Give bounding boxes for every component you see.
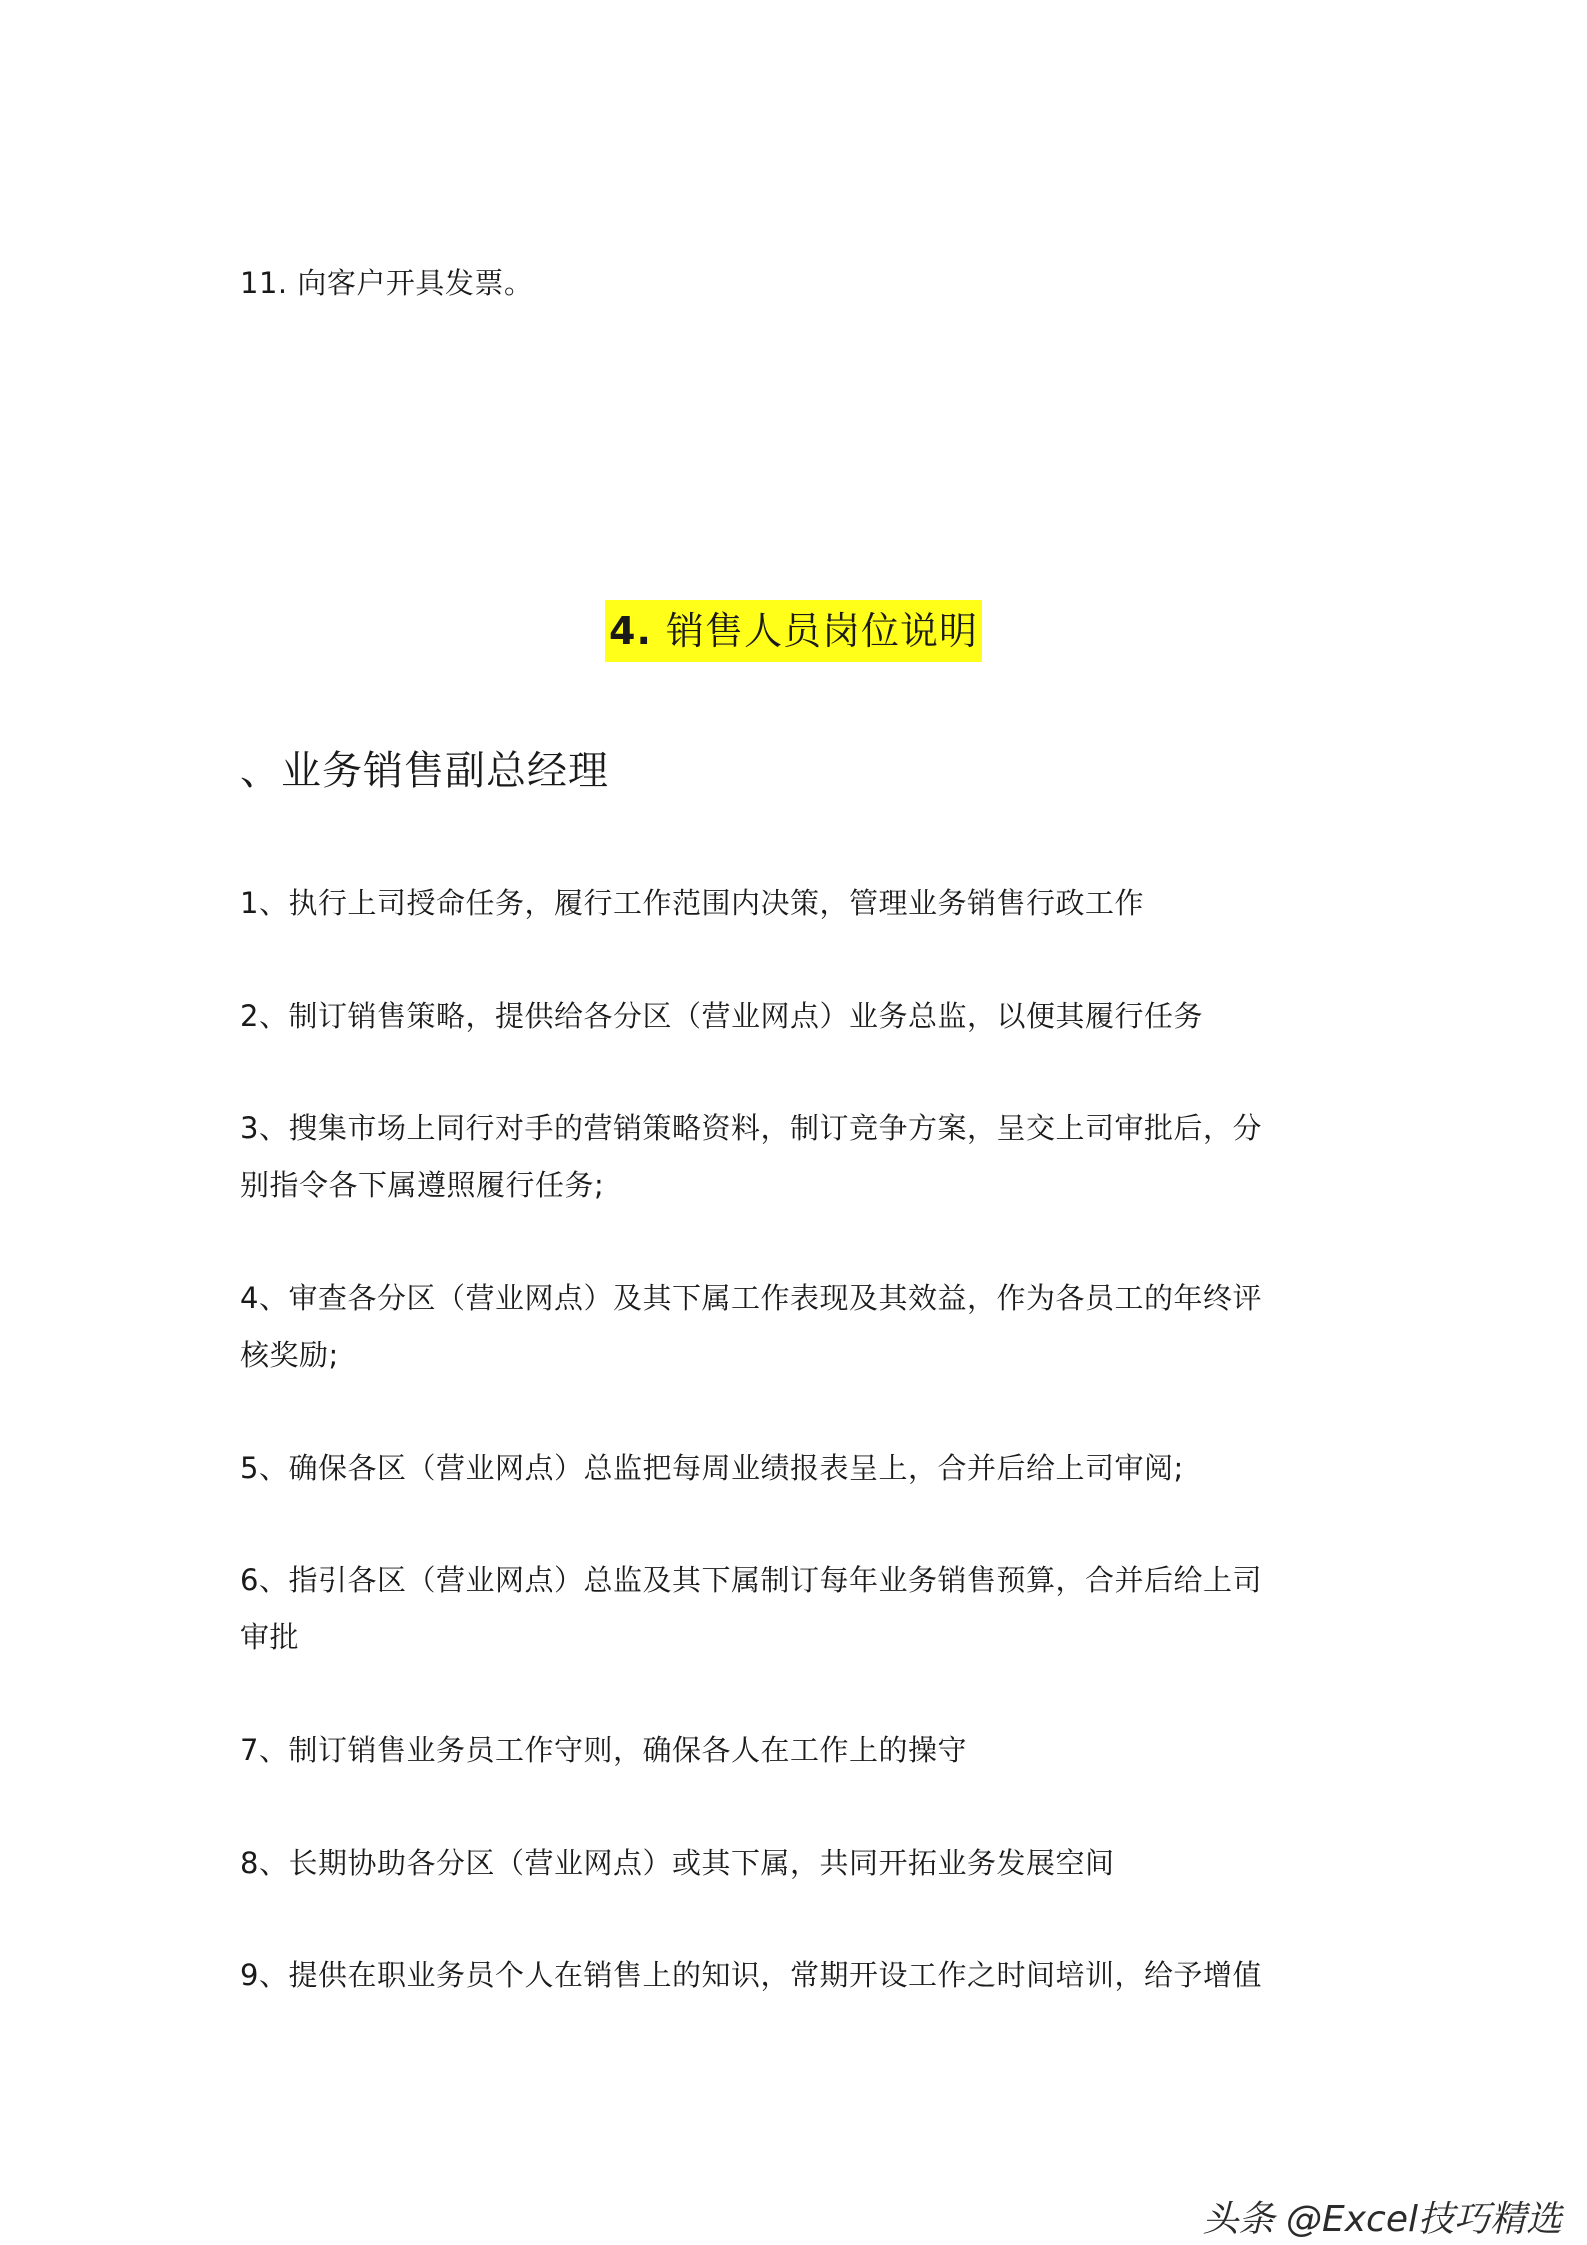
duty-line: 别指令各下属遵照履行任务;	[240, 1168, 605, 1202]
duty-line: 1、执行上司授命任务，履行工作范围内决策，管理业务销售行政工作	[240, 886, 1144, 920]
duty-line: 审批	[240, 1620, 300, 1654]
watermark: 头条 @Excel技巧精选	[1202, 2199, 1562, 2240]
list-item-11: 11. 向客户开具发票。	[240, 266, 534, 300]
duty-line: 8、长期协助各分区（营业网点）或其下属，共同开拓业务发展空间	[240, 1846, 1115, 1880]
duty-line: 5、确保各区（营业网点）总监把每周业绩报表呈上，合并后给上司审阅;	[240, 1451, 1184, 1485]
duty-line: 核奖励;	[240, 1338, 339, 1372]
duty-line: 6、指引各区（营业网点）总监及其下属制订每年业务销售预算，合并后给上司	[240, 1563, 1262, 1597]
duty-line: 9、提供在职业务员个人在销售上的知识，常期开设工作之时间培训，给予增值	[240, 1958, 1262, 1992]
duty-line: 7、制订销售业务员工作守则，确保各人在工作上的操守	[240, 1733, 967, 1767]
subheading: 、业务销售副总经理	[240, 748, 609, 794]
section-heading	[605, 600, 982, 662]
section-number: 4.	[609, 609, 652, 653]
section-heading-container	[0, 600, 1587, 662]
section-title: 销售人员岗位说明	[665, 609, 978, 653]
duty-line: 3、搜集市场上同行对手的营销策略资料，制订竞争方案，呈交上司审批后，分	[240, 1111, 1262, 1145]
duty-line: 4、审查各分区（营业网点）及其下属工作表现及其效益，作为各员工的年终评	[240, 1281, 1262, 1315]
duty-line: 2、制订销售策略，提供给各分区（营业网点）业务总监，以便其履行任务	[240, 999, 1203, 1033]
